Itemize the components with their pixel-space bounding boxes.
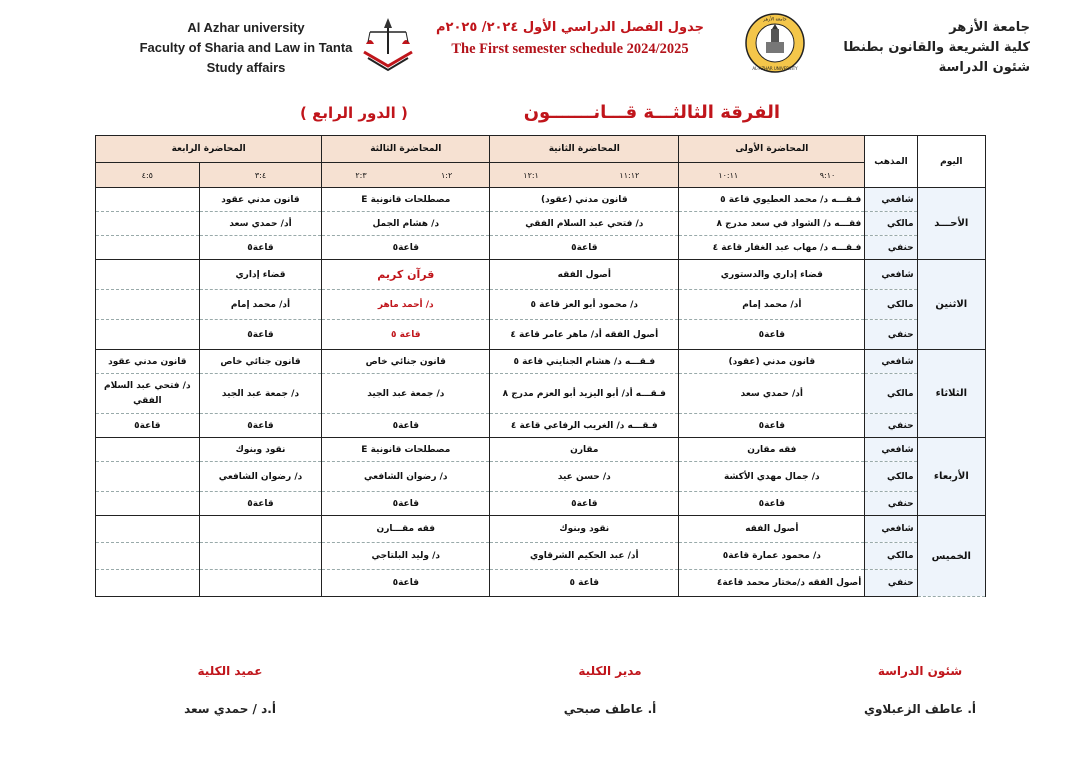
time-l1a: ٩:١٠: [819, 170, 836, 180]
cell: [96, 492, 200, 516]
cell: قاعة٥: [490, 236, 679, 260]
round-name: ( الدور الرابع ): [300, 104, 408, 122]
table-row: [96, 516, 986, 543]
table-row: [96, 492, 986, 516]
cell: أصول الفقه: [490, 260, 679, 290]
cell: قاعة٥: [679, 414, 865, 438]
day-sunday: الأحـــد: [917, 188, 985, 260]
cell: د/ فتحي عبد السلام الفقي: [490, 212, 679, 236]
times-lecture-2: [490, 163, 679, 188]
cell: أد/ عبد الحكيم الشرقاوي: [490, 543, 679, 570]
logo-ar-text: جامعة الأزهر: [763, 17, 787, 23]
dean-title: عميد الكلية: [197, 664, 263, 678]
header-madhhab: المذهب: [865, 136, 917, 188]
table-row: [96, 290, 986, 320]
madhhab-maliki: مالكي: [865, 290, 917, 320]
cell: فقـــه د/ الشواد في سعد مدرج ٨: [679, 212, 865, 236]
cell: د/ حسن عيد: [490, 462, 679, 492]
dean-name: أ.د / حمدي سعد: [184, 702, 276, 716]
time-l1b: ١٠:١١: [718, 170, 739, 180]
day-wednesday: الأربعاء: [917, 438, 985, 516]
cell: [199, 570, 322, 597]
cell: د/ رضوان الشافعي: [322, 462, 490, 492]
madhhab-shafii: شافعي: [865, 438, 917, 462]
table-header-row: [96, 136, 986, 163]
madhhab-maliki: مالكي: [865, 212, 917, 236]
cell: قاعة٥: [199, 236, 322, 260]
schedule-title: [420, 18, 720, 60]
cell: قانون مدني (عقود): [679, 350, 865, 374]
cell: فـقـــه أد/ أبو اليزيد أبو العزم مدرج ٨: [490, 374, 679, 414]
madhhab-hanafi: حنفي: [865, 236, 917, 260]
time-l2a: ١١:١٢: [619, 170, 640, 180]
cell: د/ فتحي عبد السلام الفقي: [96, 374, 200, 414]
madhhab-shafii: شافعي: [865, 350, 917, 374]
logo-en-text: AL-AZHAR UNIVERSITY: [752, 66, 798, 71]
time-l3b: ٢:٣: [355, 170, 367, 180]
cell: قاعة٥: [322, 570, 490, 597]
cell: د/ رضوان الشافعي: [199, 462, 322, 492]
en-university: Al Azhar university: [187, 20, 305, 35]
madhhab-maliki: مالكي: [865, 462, 917, 492]
table-row: [96, 320, 986, 350]
madhhab-maliki: مالكي: [865, 543, 917, 570]
ar-schedule-title: جدول الفصل الدراسي الأول ٢٠٢٤/ ٢٠٢٥م: [436, 20, 704, 35]
day-thursday: الخميس: [917, 516, 985, 597]
cell: قانون مدني عقود: [96, 350, 200, 374]
time-l3a: ١:٢: [440, 170, 453, 180]
arabic-header: [790, 18, 1030, 78]
cell: نقود وبنوك: [490, 516, 679, 543]
cell: أصول الفقه: [679, 516, 865, 543]
header-lecture-4: المحاضرة الرابعة: [96, 136, 322, 163]
cell: قاعة٥: [96, 414, 200, 438]
day-monday: الاثنين: [917, 260, 985, 350]
cell: فـقـــه د/ الغريب الرفاعي قاعة ٤: [490, 414, 679, 438]
cell: فقه مقارن: [679, 438, 865, 462]
cell: أد/ محمد إمام: [199, 290, 322, 320]
table-row: [96, 188, 986, 212]
cell: [96, 543, 200, 570]
table-row: [96, 438, 986, 462]
cell: [96, 516, 200, 543]
group-name: الفرقة الثالثـــة قـــانـــــــون: [523, 102, 780, 123]
header-lecture-1: المحاضرة الأولى: [679, 136, 865, 163]
english-header: [96, 18, 396, 78]
dean-signature: [150, 664, 310, 716]
cell: أد/ محمد إمام: [679, 290, 865, 320]
table-row: [96, 350, 986, 374]
cell: [96, 236, 200, 260]
madhhab-hanafi: حنفي: [865, 492, 917, 516]
cell: قاعة ٥: [490, 570, 679, 597]
cell: د/ محمود عمارة قاعة٥: [679, 543, 865, 570]
cell: قضاء إداري: [199, 260, 322, 290]
cell: قضاء إداري والدستوري: [679, 260, 865, 290]
table-row: [96, 462, 986, 492]
director-title: مدير الكلية: [578, 664, 642, 678]
cell: [199, 516, 322, 543]
group-subtitle: [300, 102, 780, 130]
affairs-signature: [835, 664, 1005, 716]
cell: مقارن: [490, 438, 679, 462]
madhhab-hanafi: حنفي: [865, 414, 917, 438]
header-lecture-2: المحاضرة الثانية: [490, 136, 679, 163]
cell: فقه مقـــارن: [322, 516, 490, 543]
cell: فـقـــه د/ هشام الجنايني قاعة ٥: [490, 350, 679, 374]
cell: قاعة ٥: [322, 320, 490, 350]
day-tuesday: الثلاثاء: [917, 350, 985, 438]
cell: د/ جمعة عبد الجيد: [322, 374, 490, 414]
cell: د/ محمود أبو العز قاعة ٥: [490, 290, 679, 320]
cell: قاعة٥: [199, 320, 322, 350]
table-row: [96, 260, 986, 290]
cell: قاعة٥: [490, 492, 679, 516]
table-row: [96, 212, 986, 236]
director-signature: [530, 664, 690, 716]
affairs-title: شئون الدراسة: [877, 664, 963, 678]
faculty-logo: [358, 14, 418, 72]
madhhab-maliki: مالكي: [865, 374, 917, 414]
cell: قاعة٥: [199, 414, 322, 438]
madhhab-shafii: شافعي: [865, 260, 917, 290]
table-row: [96, 414, 986, 438]
madhhab-shafii: شافعي: [865, 516, 917, 543]
cell: قانون جنائي خاص: [322, 350, 490, 374]
cell: د/ جمال مهدي الأكشة: [679, 462, 865, 492]
schedule-table: [95, 135, 986, 597]
table-times-row: [96, 163, 986, 188]
en-faculty: Faculty of Sharia and Law in Tanta: [139, 40, 353, 55]
cell: قاعة٥: [322, 492, 490, 516]
madhhab-shafii: شافعي: [865, 188, 917, 212]
header-lecture-3: المحاضرة الثالثة: [322, 136, 490, 163]
cell: قانون جنائي خاص: [199, 350, 322, 374]
cell: [96, 462, 200, 492]
cell: د/ أحمد ماهر: [322, 290, 490, 320]
cell: أصول الفقه د/مختار محمد قاعة٤: [679, 570, 865, 597]
times-lecture-3: [322, 163, 490, 188]
cell: قاعة٥: [322, 414, 490, 438]
cell: مصطلحات قانونية E: [322, 188, 490, 212]
cell: فـقـــه د/ محمد العطيوي قاعة ٥: [679, 188, 865, 212]
time-l2b: ١٢:١: [523, 170, 539, 180]
cell: [199, 543, 322, 570]
cell: [96, 212, 200, 236]
en-schedule-title: The First semester schedule 2024/2025: [451, 41, 689, 57]
header-day: اليوم: [917, 136, 985, 188]
cell: [96, 188, 200, 212]
table-row: [96, 374, 986, 414]
cell: [96, 320, 200, 350]
cell: قاعة٥: [679, 492, 865, 516]
cell: نقود وبنوك: [199, 438, 322, 462]
cell: أصول الفقه أد/ ماهر عامر قاعة ٤: [490, 320, 679, 350]
times-lecture-1: [679, 163, 865, 188]
cell: فـقـــه د/ مهاب عبد الغفار قاعة ٤: [679, 236, 865, 260]
cell: [96, 438, 200, 462]
times-lecture-4a: ٣:٤: [199, 163, 322, 188]
table-row: [96, 570, 986, 597]
ar-faculty: كلية الشريعة والقانون بطنطا: [843, 40, 1030, 55]
affairs-name: أ. عاطف الزعبلاوي: [863, 702, 977, 716]
times-lecture-4b: ٤:٥: [96, 163, 200, 188]
cell: قرآن كريم: [322, 260, 490, 290]
cell: د/ جمعة عبد الجيد: [199, 374, 322, 414]
table-row: [96, 543, 986, 570]
cell: أد/ حمدي سعد: [679, 374, 865, 414]
director-name: أ. عاطف صبحي: [563, 702, 657, 716]
cell: د/ وليد البلتاجي: [322, 543, 490, 570]
en-affairs: Study affairs: [206, 60, 286, 75]
cell: أد/ حمدي سعد: [199, 212, 322, 236]
cell: [96, 570, 200, 597]
table-row: [96, 236, 986, 260]
cell: قاعة٥: [322, 236, 490, 260]
cell: قانون مدني (عقود): [490, 188, 679, 212]
cell: [96, 260, 200, 290]
cell: [96, 290, 200, 320]
madhhab-hanafi: حنفي: [865, 320, 917, 350]
cell: قانون مدني عقود: [199, 188, 322, 212]
cell: مصطلحات قانونية E: [322, 438, 490, 462]
madhhab-hanafi: حنفي: [865, 570, 917, 597]
cell: قاعة٥: [199, 492, 322, 516]
cell: قاعة٥: [679, 320, 865, 350]
cell: د/ هشام الجمل: [322, 212, 490, 236]
ar-affairs: شئون الدراسة: [938, 60, 1030, 75]
ar-university: جامعة الأزهر: [949, 20, 1030, 35]
